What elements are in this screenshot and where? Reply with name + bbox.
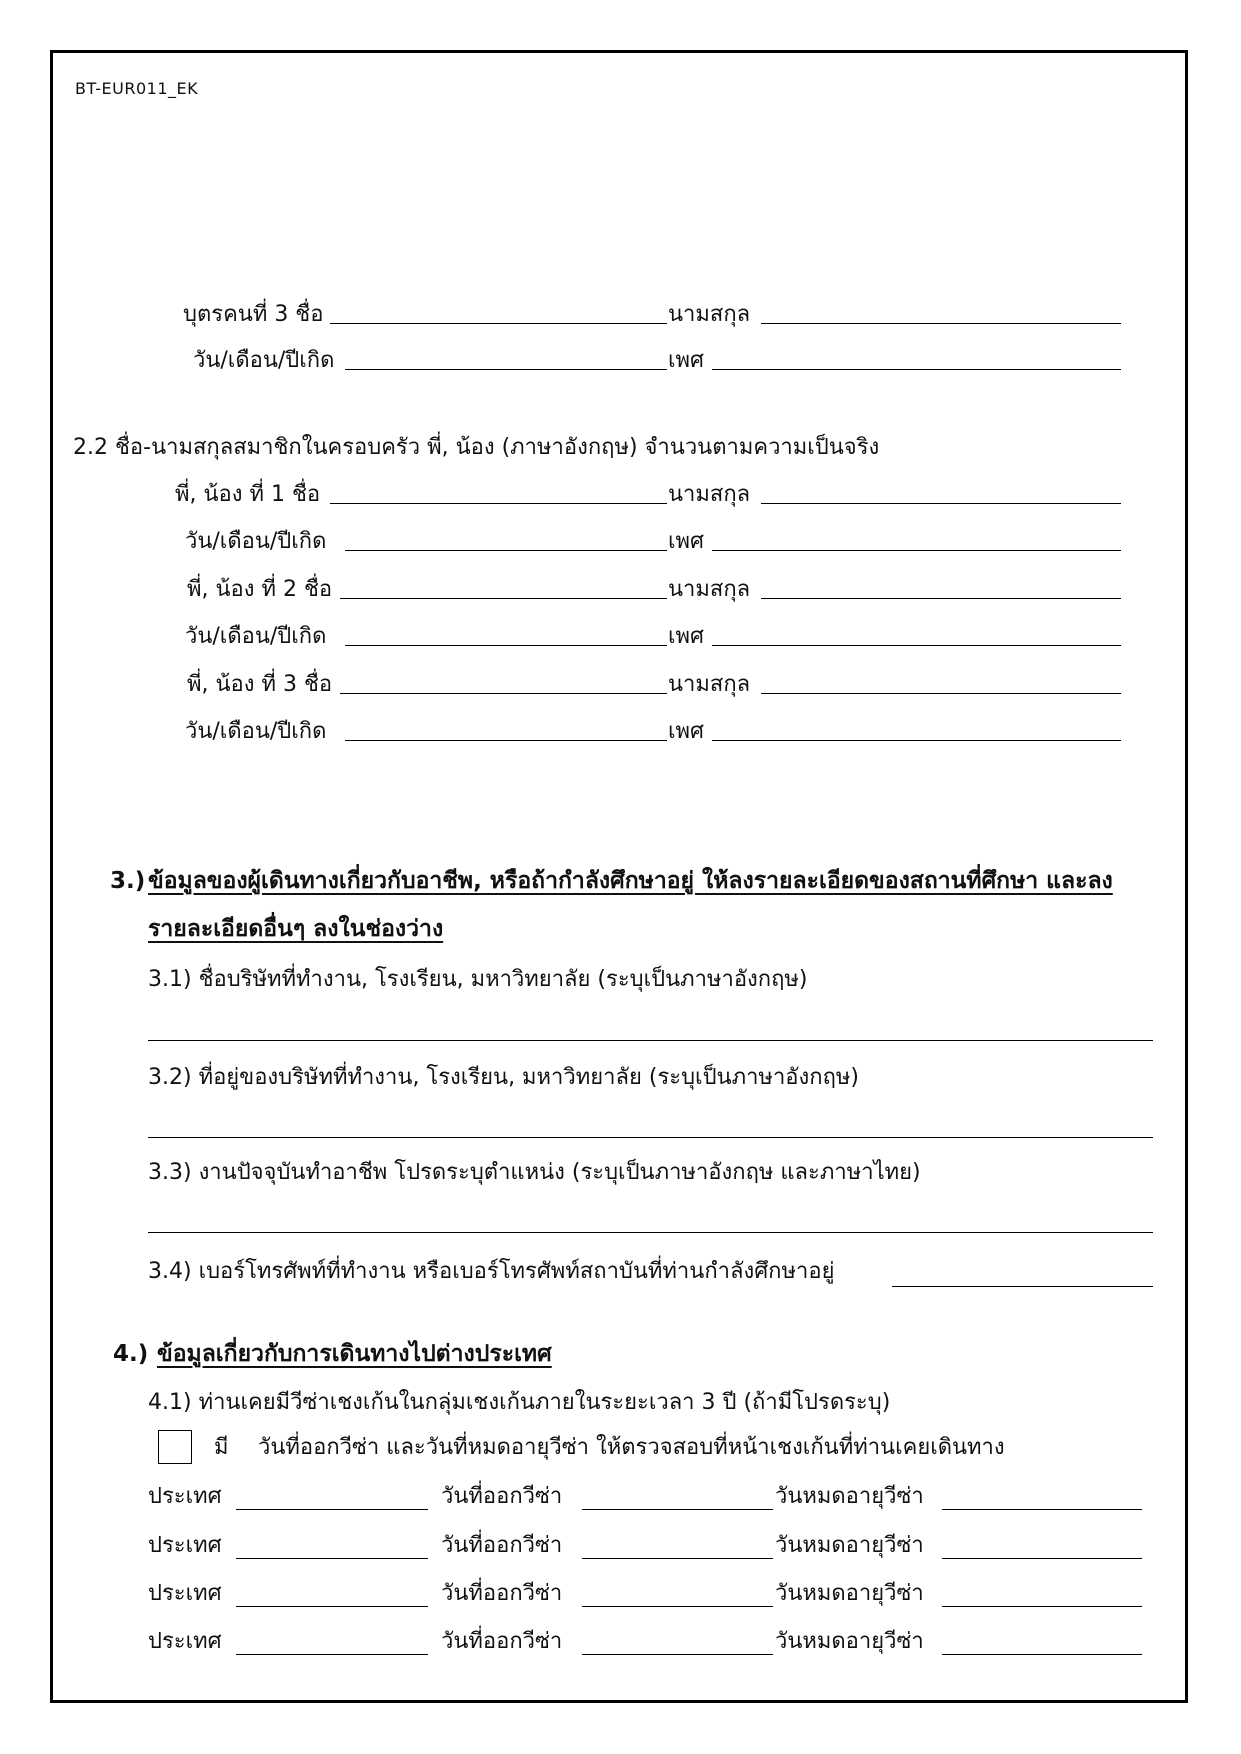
sibling1-sex-field[interactable] [712, 550, 1121, 551]
has-visa-label: มี [214, 1435, 229, 1460]
section3-title-line1: ข้อมูลของผู้เดินทางเกี่ยวกับอาชีพ, หรือถ้ากำลังศึกษาอยู่ ให้ลงรายละเอียดของสถานที่ศึกษา และลง [148, 868, 1113, 894]
q4-1-label: 4.1) ท่านเคยมีวีซ่าเชงเก้นในกลุ่มเชงเก้นภายในระยะเวลา 3 ปี (ถ้ามีโปรดระบุ) [148, 1390, 891, 1415]
visa-row2-issue-field[interactable] [582, 1558, 773, 1559]
visa-row3-issue-field[interactable] [582, 1606, 773, 1607]
sibling1-dob-field[interactable] [345, 550, 667, 551]
has-visa-note: วันที่ออกวีซ่า และวันที่หมดอายุวีซ่า ให้ตรวจสอบที่หน้าเชงเก้นที่ท่านเคยเดินทาง [258, 1435, 1005, 1460]
visa-row1-country-label: ประเทศ [148, 1484, 222, 1509]
visa-row1-expire-label: วันหมดอายุวีซ่า [775, 1484, 924, 1509]
visa-row4-expire-label: วันหมดอายุวีซ่า [775, 1629, 924, 1654]
sibling1-sex-label: เพศ [668, 529, 704, 554]
q3-1-answer-field[interactable] [148, 1040, 1153, 1041]
q3-4-label: 3.4) เบอร์โทรศัพท์ที่ทำงาน หรือเบอร์โทรศัพท์สถาบันที่ท่านกำลังศึกษาอยู่ [148, 1259, 835, 1284]
sibling3-surname-field[interactable] [761, 693, 1121, 694]
sibling2-dob-label: วัน/เดือน/ปีเกิด [185, 624, 327, 649]
sibling1-surname-field[interactable] [761, 503, 1121, 504]
visa-row1-issue-label: วันที่ออกวีซ่า [441, 1484, 563, 1509]
child3-sex-field[interactable] [712, 369, 1121, 370]
siblings-heading: 2.2 ชื่อ-นามสกุลสมาชิกในครอบครัว พี่, น้อง (ภาษาอังกฤษ) จำนวนตามความเป็นจริง [73, 435, 880, 460]
visa-row2-country-field[interactable] [236, 1558, 428, 1559]
child3-surname-field[interactable] [761, 323, 1121, 324]
visa-row1-country-field[interactable] [236, 1509, 428, 1510]
has-visa-checkbox[interactable] [158, 1430, 192, 1464]
child3-surname-label: นามสกุล [668, 302, 751, 327]
sibling3-surname-label: นามสกุล [668, 672, 751, 697]
sibling2-name-field[interactable] [340, 598, 667, 599]
sibling3-dob-field[interactable] [345, 740, 667, 741]
visa-row3-expire-label: วันหมดอายุวีซ่า [775, 1581, 924, 1606]
sibling1-name-label: พี่, น้อง ที่ 1 ชื่อ [175, 482, 321, 507]
sibling2-sex-field[interactable] [712, 645, 1121, 646]
child3-dob-label: วัน/เดือน/ปีเกิด [193, 348, 335, 373]
sibling2-surname-field[interactable] [761, 598, 1121, 599]
q3-3-label: 3.3) งานปัจจุบันทำอาชีพ โปรดระบุตำแหน่ง (ระบุเป็นภาษาอังกฤษ และภาษาไทย) [148, 1160, 921, 1185]
child3-name-field[interactable] [330, 323, 667, 324]
sibling1-surname-label: นามสกุล [668, 482, 751, 507]
child3-sex-label: เพศ [668, 348, 704, 373]
visa-row4-country-field[interactable] [236, 1654, 428, 1655]
visa-row3-expire-field[interactable] [942, 1606, 1142, 1607]
child3-name-label: บุตรคนที่ 3 ชื่อ [183, 302, 324, 327]
q3-4-answer-field[interactable] [892, 1286, 1153, 1287]
sibling3-sex-field[interactable] [712, 740, 1121, 741]
section3-number: 3.) [110, 868, 146, 894]
visa-row3-issue-label: วันที่ออกวีซ่า [441, 1581, 563, 1606]
visa-row2-expire-field[interactable] [942, 1558, 1142, 1559]
visa-row4-issue-field[interactable] [582, 1654, 773, 1655]
sibling3-name-field[interactable] [340, 693, 667, 694]
child3-dob-field[interactable] [345, 369, 667, 370]
sibling3-dob-label: วัน/เดือน/ปีเกิด [185, 719, 327, 744]
sibling2-name-label: พี่, น้อง ที่ 2 ชื่อ [187, 577, 333, 602]
visa-row4-country-label: ประเทศ [148, 1629, 222, 1654]
visa-row4-expire-field[interactable] [942, 1654, 1142, 1655]
sibling2-surname-label: นามสกุล [668, 577, 751, 602]
sibling2-dob-field[interactable] [345, 645, 667, 646]
document-code: BT-EUR011_EK [75, 79, 199, 98]
visa-row1-issue-field[interactable] [582, 1509, 773, 1510]
sibling2-sex-label: เพศ [668, 624, 704, 649]
q3-1-label: 3.1) ชื่อบริษัทที่ทำงาน, โรงเรียน, มหาวิทยาลัย (ระบุเป็นภาษาอังกฤษ) [148, 967, 808, 992]
visa-row3-country-label: ประเทศ [148, 1581, 222, 1606]
sibling1-dob-label: วัน/เดือน/ปีเกิด [185, 529, 327, 554]
sibling3-sex-label: เพศ [668, 719, 704, 744]
visa-row2-country-label: ประเทศ [148, 1533, 222, 1558]
sibling1-name-field[interactable] [330, 503, 667, 504]
visa-row1-expire-field[interactable] [942, 1509, 1142, 1510]
visa-row4-issue-label: วันที่ออกวีซ่า [441, 1629, 563, 1654]
q3-2-label: 3.2) ที่อยู่ของบริษัทที่ทำงาน, โรงเรียน, มหาวิทยาลัย (ระบุเป็นภาษาอังกฤษ) [148, 1065, 859, 1090]
visa-row3-country-field[interactable] [236, 1606, 428, 1607]
visa-row2-expire-label: วันหมดอายุวีซ่า [775, 1533, 924, 1558]
section4-number: 4.) [113, 1341, 149, 1367]
visa-row2-issue-label: วันที่ออกวีซ่า [441, 1533, 563, 1558]
q3-2-answer-field[interactable] [148, 1137, 1153, 1138]
section4-title: ข้อมูลเกี่ยวกับการเดินทางไปต่างประเทศ [157, 1341, 552, 1367]
section3-title-line2: รายละเอียดอื่นๆ ลงในช่องว่าง [148, 916, 444, 942]
q3-3-answer-field[interactable] [148, 1232, 1153, 1233]
sibling3-name-label: พี่, น้อง ที่ 3 ชื่อ [187, 672, 333, 697]
